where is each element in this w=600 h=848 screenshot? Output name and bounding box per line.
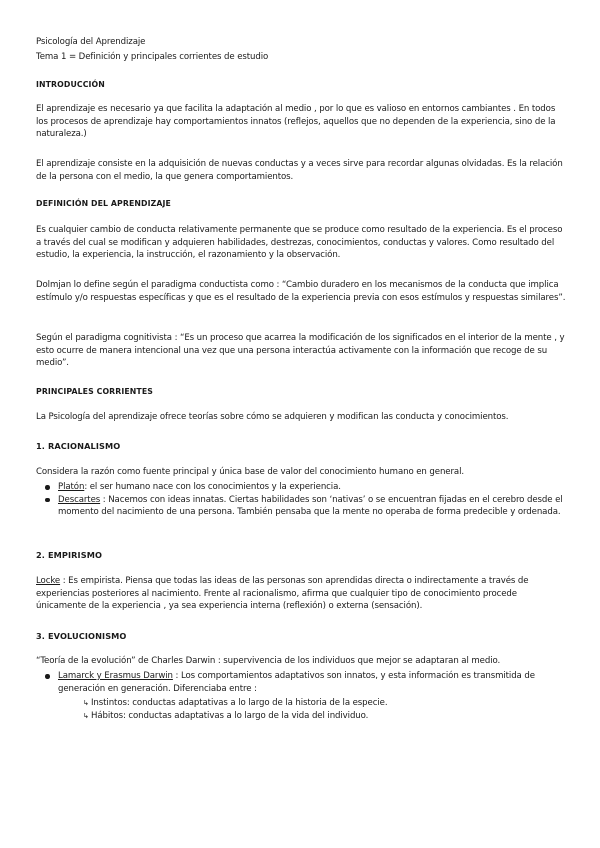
currents-intro: La Psicología del aprendizaje ofrece teorías sobre cómo se adquieren y modifican las conducta y conocimientos. [36,412,509,422]
definition-paragraph-3: Según el paradigma cognitivista : “Es un proceso que acarrea la modificación de los significados en el interior de la mente , y esto ocurre de manera intencional una vez que una persona interactúa activamente con la información que recoge de su medio”. [36,333,565,369]
definition-paragraph-2: Dolmjan lo define según el paradigma conductista como : “Cambio duradero en los mecanismos de la conducta que implica estímulo y/o respuestas específicas y que es el resultado de la experiencia previa con esos estímulos y respuestas similares”. [36,280,566,303]
list-item [36,494,568,519]
intro-paragraph-1: El aprendizaje es necesario ya que facilita la adaptación al medio , por lo que es valioso en entornos cambiantes . En todos los procesos de aprendizaje hay comportamientos innatos (reflejos, aquellos que no dependen de la experiencia, sino de la naturaleza.) [36,104,556,140]
rationalism-intro: Considera la razón como fuente principal y única base de valor del conocimiento humano en general. [36,467,465,477]
list-item [36,481,568,494]
item-text: : Nacemos con ideas innatas. Ciertas habilidades son ‘nativas’ o se encuentran fijadas en el cerebro desde el momento del nacimiento de una persona. También pensaba que la mente no operaba de forma predecible y ordenada. [58,494,563,518]
author-name: Locke [36,576,61,586]
empiricism-paragraph [36,575,568,613]
topic-title: Tema 1 = Definición y principales corrientes de estudio [36,52,269,62]
rationalism-list [36,481,568,519]
definition-heading: DEFINICIÓN DEL APRENDIZAJE [36,199,171,208]
author-name: Platón [58,482,85,492]
empiricism-heading: 2. EMPIRISMO [36,550,103,560]
course-title: Psicología del Aprendizaje [36,37,146,47]
evolutionism-intro: “Teoría de la evolución” de Charles Darwin : supervivencia de los individuos que mejor se adaptaran al medio. [36,656,501,666]
paragraph-text: : Es empirista. Piensa que todas las ideas de las personas son aprendidas directa o indirectamente a través de experiencias posteriores al nacimiento. Frente al racionalismo, afirma que cualquier tipo de conocimiento procede únicamente de la experiencia , ya sea experiencia interna (reflexión) o externa (sensación). [36,576,529,612]
sublist-item: ↳ Hábitos: conductas adaptativas a lo largo de la vida del individuo. [85,710,600,723]
currents-heading: PRINCIPALES CORRIENTES [36,387,153,396]
sublist-item: ↳ Instintos: conductas adaptativas a lo largo de la historia de la especie. [85,697,600,710]
rationalism-heading: 1. RACIONALISMO [36,441,121,451]
evolutionism-heading: 3. EVOLUCIONISMO [36,631,127,641]
author-name: Lamarck y Erasmus Darwin [58,671,173,681]
author-name: Descartes [58,494,101,505]
definition-paragraph-1: Es cualquier cambio de conducta relativamente permanente que se produce como resultado de la experiencia. Es el proceso a través del cual se modifican y adquieren habilidades, destrezas, conocimientos, conductas y valores. Como resultado del estudio, la experiencia, la instrucción, el razonamiento y la observación. [36,225,563,261]
intro-paragraph-2: El aprendizaje consiste en la adquisición de nuevas conductas y a veces sirve para recordar algunas olvidadas. Es la relación de la persona con el medio, la que genera comportamientos. [36,159,563,182]
list-item [36,670,568,695]
intro-heading: INTRODUCCIÓN [36,80,105,89]
item-text: : el ser humano nace con los conocimientos y la experiencia. [84,482,341,492]
evolutionism-list [36,670,568,695]
evolutionism-sublist [36,697,600,722]
item-text: : Los comportamientos adaptativos son innatos, y esta información es transmitida de generación en generación. Diferenciaba entre : [58,671,535,694]
